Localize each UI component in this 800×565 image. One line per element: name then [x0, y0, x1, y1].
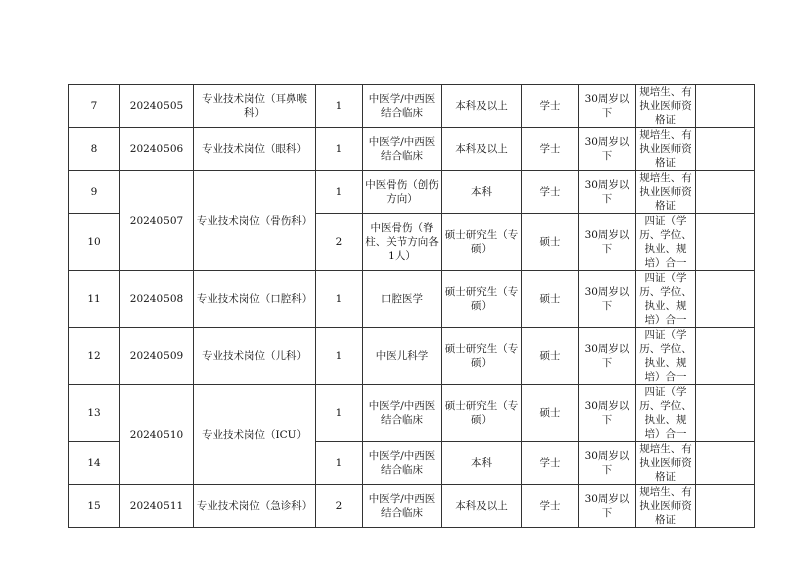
blank-cell — [696, 271, 755, 328]
degree: 硕士 — [522, 271, 579, 328]
major: 中医儿科学 — [363, 328, 442, 385]
post-code: 20240509 — [120, 328, 194, 385]
education: 硕士研究生（专硕） — [442, 214, 522, 271]
post-name: 专业技术岗位（ICU） — [194, 385, 316, 485]
education: 本科及以上 — [442, 128, 522, 171]
major: 中医学/中西医结合临床 — [363, 485, 442, 528]
table-row — [69, 385, 755, 442]
degree: 学士 — [522, 128, 579, 171]
degree: 学士 — [522, 85, 579, 128]
table-row — [69, 171, 755, 214]
degree: 硕士 — [522, 328, 579, 385]
education: 本科及以上 — [442, 485, 522, 528]
headcount: 1 — [316, 271, 363, 328]
post-name: 专业技术岗位（骨伤科） — [194, 171, 316, 271]
blank-cell — [696, 328, 755, 385]
education: 硕士研究生（专硕） — [442, 385, 522, 442]
headcount: 1 — [316, 171, 363, 214]
blank-cell — [696, 385, 755, 442]
requirements: 四证（学历、学位、执业、规培）合一 — [636, 328, 696, 385]
degree: 硕士 — [522, 385, 579, 442]
post-name: 专业技术岗位（口腔科） — [194, 271, 316, 328]
education: 本科 — [442, 171, 522, 214]
row-number: 13 — [69, 385, 120, 442]
requirements: 规培生、有执业医师资格证 — [636, 442, 696, 485]
table-row — [69, 328, 755, 385]
post-name: 专业技术岗位（儿科） — [194, 328, 316, 385]
recruitment-table — [68, 84, 755, 528]
requirements: 四证（学历、学位、执业、规培）合一 — [636, 214, 696, 271]
education: 本科 — [442, 442, 522, 485]
blank-cell — [696, 485, 755, 528]
table-row — [69, 271, 755, 328]
degree: 硕士 — [522, 214, 579, 271]
post-code: 20240506 — [120, 128, 194, 171]
age-limit: 30周岁以下 — [579, 271, 636, 328]
degree: 学士 — [522, 485, 579, 528]
blank-cell — [696, 85, 755, 128]
blank-cell — [696, 214, 755, 271]
major: 口腔医学 — [363, 271, 442, 328]
age-limit: 30周岁以下 — [579, 328, 636, 385]
age-limit: 30周岁以下 — [579, 85, 636, 128]
requirements: 四证（学历、学位、执业、规培）合一 — [636, 385, 696, 442]
post-name: 专业技术岗位（耳鼻喉科） — [194, 85, 316, 128]
row-number: 9 — [69, 171, 120, 214]
row-number: 15 — [69, 485, 120, 528]
age-limit: 30周岁以下 — [579, 171, 636, 214]
row-number: 12 — [69, 328, 120, 385]
education: 本科及以上 — [442, 85, 522, 128]
major: 中医学/中西医结合临床 — [363, 385, 442, 442]
post-name: 专业技术岗位（眼科） — [194, 128, 316, 171]
table-row — [69, 128, 755, 171]
education: 硕士研究生（专硕） — [442, 328, 522, 385]
row-number: 10 — [69, 214, 120, 271]
blank-cell — [696, 128, 755, 171]
row-number: 11 — [69, 271, 120, 328]
post-code: 20240507 — [120, 171, 194, 271]
requirements: 规培生、有执业医师资格证 — [636, 171, 696, 214]
post-code: 20240508 — [120, 271, 194, 328]
table-row — [69, 85, 755, 128]
age-limit: 30周岁以下 — [579, 442, 636, 485]
table-row — [69, 485, 755, 528]
blank-cell — [696, 171, 755, 214]
age-limit: 30周岁以下 — [579, 485, 636, 528]
headcount: 1 — [316, 128, 363, 171]
major: 中医学/中西医结合临床 — [363, 442, 442, 485]
major: 中医学/中西医结合临床 — [363, 85, 442, 128]
requirements: 规培生、有执业医师资格证 — [636, 128, 696, 171]
post-code: 20240511 — [120, 485, 194, 528]
headcount: 1 — [316, 85, 363, 128]
row-number: 14 — [69, 442, 120, 485]
post-name: 专业技术岗位（急诊科） — [194, 485, 316, 528]
major: 中医骨伤（脊柱、关节方向各1人） — [363, 214, 442, 271]
headcount: 2 — [316, 485, 363, 528]
headcount: 1 — [316, 442, 363, 485]
requirements: 规培生、有执业医师资格证 — [636, 485, 696, 528]
post-code: 20240505 — [120, 85, 194, 128]
row-number: 8 — [69, 128, 120, 171]
degree: 学士 — [522, 171, 579, 214]
major: 中医骨伤（创伤方向） — [363, 171, 442, 214]
education: 硕士研究生（专硕） — [442, 271, 522, 328]
major: 中医学/中西医结合临床 — [363, 128, 442, 171]
requirements: 四证（学历、学位、执业、规培）合一 — [636, 271, 696, 328]
age-limit: 30周岁以下 — [579, 128, 636, 171]
degree: 学士 — [522, 442, 579, 485]
headcount: 2 — [316, 214, 363, 271]
blank-cell — [696, 442, 755, 485]
age-limit: 30周岁以下 — [579, 385, 636, 442]
headcount: 1 — [316, 328, 363, 385]
post-code: 20240510 — [120, 385, 194, 485]
requirements: 规培生、有执业医师资格证 — [636, 85, 696, 128]
headcount: 1 — [316, 385, 363, 442]
age-limit: 30周岁以下 — [579, 214, 636, 271]
row-number: 7 — [69, 85, 120, 128]
